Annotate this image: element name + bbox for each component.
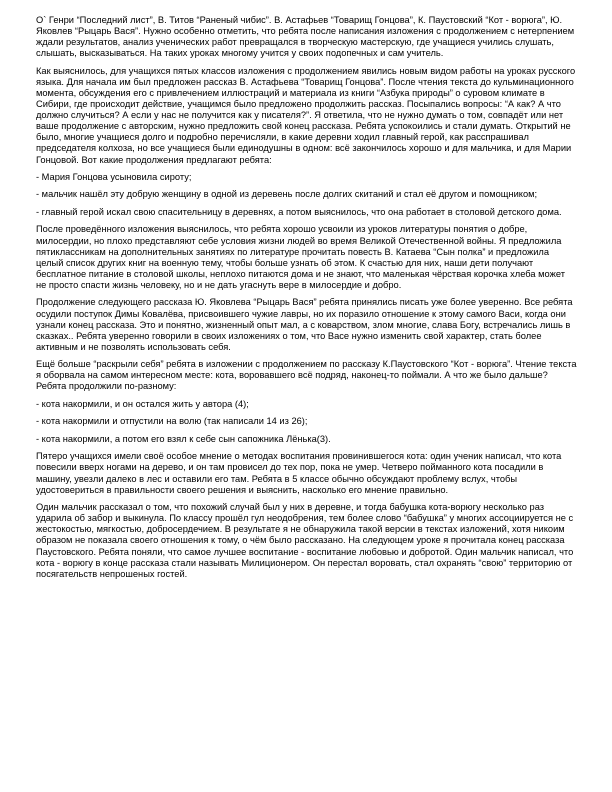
list-item-found-woman: - мальчик нашёл эту добрую женщину в одной из деревень после долгих скитаний и стал её другом и помощником;: [36, 189, 538, 200]
paragraph-knight-vasya: Продолжение следующего рассказа Ю. Яковлева “Рыцарь Вася” ребята принялись писать уже более уверенно. Все ребята осудили поступок Димы Ковалёва, присвоившего чужие лавры, но их поразило отношение к этому самого Васи, когда они узнали конец рассказа. Это и понятно, жизненный опыт мал, а с коварством, злом многие, слава Богу, встречались лишь в сказках.. Ребята уверенно говорили в своих изложениях о том, что Васе нужно изменить свой характер, стать более активным и не позволять использовать себя.: [36, 297, 573, 352]
paragraph-one-boy: Один мальчик рассказал о том, что похожий случай был у них в деревне, и тогда бабушка кота-ворюгу несколько раз ударила об забор и выкинула. По классу прошёл гул неодобрения, тем более слово “бабушка” у многих ассоциируется не с жестокостью, мягкостью, добросердечием. В результате я не обнаружила такой версии в текстах изложений, хотя никоим образом не показала своего отношения к тому, о чём было рассказано. На следующем уроке я прочитала конец рассказа Паустовского. Ребята поняли, что самое лучшее воспитание - воспитание любовью и добротой. Один мальчик написал, что кота - ворюгу в конце рассказа стали называть Милиционером. Он перестал воровать, стал охранять “свою” территорию от посягательств непрошеных гостей.: [36, 502, 574, 579]
list-item-cat-released: - кота накормили и отпустили на волю (так написали 14 из 26);: [36, 416, 308, 427]
document-page: [36, 15, 577, 586]
list-item-canteen: - главный герой искал свою спасительницу в деревнях, а потом выяснилось, что она работает в столовой детского дома.: [36, 206, 562, 217]
list-item-cat-stayed: - кота накормили, и он остался жить у автора (4);: [36, 398, 249, 409]
list-item-adoption: - Мария Гонцова усыновила сироту;: [36, 172, 192, 182]
paragraph-fifth-grade: Как выяснилось, для учащихся пятых классов изложения с продолжением явились новым видом работы на уроках русского языка. Для начала им был предложен рассказ В. Астафьева “Товарищ Гонцова”. После чтения текста до кульминационного момента, обсуждения его с привлечением иллюстраций и материала из книги “Азбука природы” о суровом климате в Сибири, где происходит действие, учащимся было предложено продолжить рассказ. Посыпались вопросы: “А как? А что должно случиться? А если у нас не получится как у писателя?”. Я ответила, что не нужно думать о том, совпадёт или нет ваше продолжение с авторским, нужно предложить свой конец рассказа. Ребята успокоились и стали думать. Открытий не было, многие учащиеся долго и подробно перечисляли, в какие деревни ходил главный герой, как расспрашивал председателя колхоза, но все учащиеся были единодушны в одном: всё закончилось хорошо и для мальчика, и для Марии Гонцовой. Вот какие продолжения предлагают ребята:: [36, 65, 576, 165]
paragraph-book-list: О` Генри “Последний лист”, В. Титов “Раненый чибис”. В. Астафьев “Товарищ Гонцова”, К. Паустовский “Кот - ворюга”, Ю. Яковлев “Рыцарь Вася”. Нужно особенно отметить, что ребята после написания изложения с продолжением с нетерпением ждали результатов, анализ ученических работ превращался в творческую мастерскую, где учащиеся учились слушать, слышать, высказываться. На таких уроках многому учится у своих подопечных и сам учитель.: [36, 15, 575, 59]
paragraph-after-dictation: После проведённого изложения выяснилось, что ребята хорошо усвоили из уроков литературы понятия о добре, милосердии, но плохо представляют себе условия жизни людей во время Великой Отечественной войны. Я предложила пятиклассникам на дополнительных занятиях по литературе прочитать повесть В. Катаева “Сын полка” и предложила целый список других книг на военную тему, чтобы больше узнать об этом. К счастью для них, наши дети получают бесплатное питание в столовой школы, неплохо питаются дома и не знают, что маленькая чёрствая корочка хлеба может не просто спасти жизнь человеку, но и не дать угаснуть вере в милосердие и добро.: [36, 224, 565, 290]
paragraph-five-students: Пятеро учащихся имели своё особое мнение о методах воспитания провинившегося кота: один ученик написал, что кота повесили вверх ногами на дерево, и он там провисел до тех пор, пока не умер. Четверо пойманного кота посадили в машину, увезли далеко в лес и оставили его там. Ребята в 5 классе обычно обсуждают проблему вслух, чтобы удостовериться в правильности своего решения и выяснить, насколько его мнение правильно.: [36, 451, 562, 495]
paragraph-cat-thief: Ещё больше “раскрыли себя” ребята в изложении с продолжением по рассказу К.Паустовского “Кот - ворюга”. Чтение текста я оборвала на самом интересном месте: кота, воровавшего всё подряд, наконец-то поймали. А что же было дальше? Ребята продолжили по-разному:: [36, 359, 577, 392]
list-item-cat-lyonka: - кота накормили, а потом его взял к себе сын сапожника Лёнька(3).: [36, 433, 331, 444]
